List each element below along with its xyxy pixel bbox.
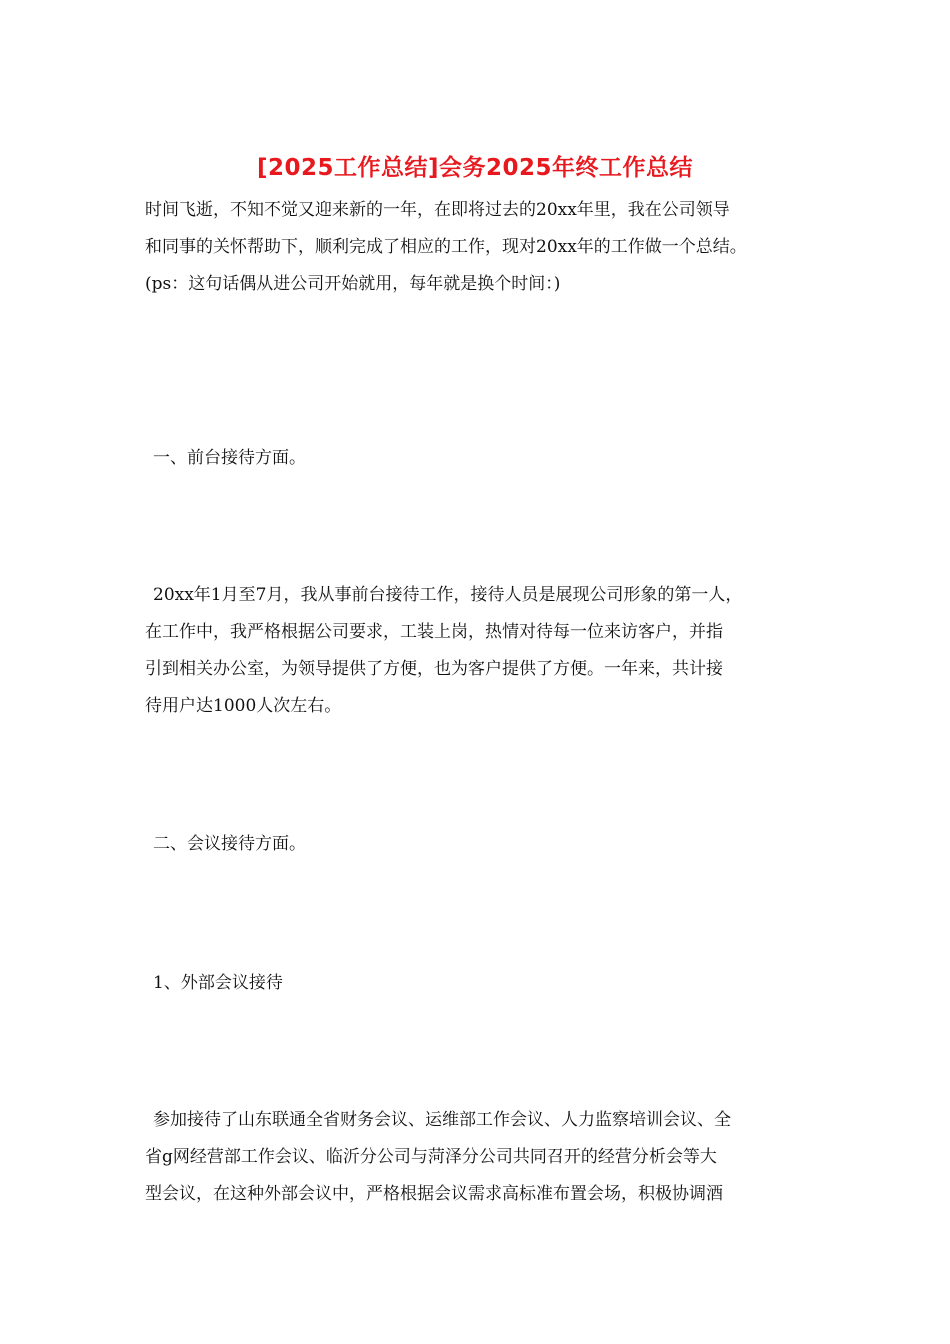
paragraph-line: 型会议，在这种外部会议中，严格根据会议需求高标准布置会场，积极协调酒 — [145, 1184, 723, 1204]
paragraph-line: 待用户达1000人次左右。 — [145, 696, 342, 716]
paragraph-line: 引到相关办公室，为领导提供了方便，也为客户提供了方便。一年来，共计接 — [145, 659, 723, 679]
paragraph-line: 时间飞逝，不知不觉又迎来新的一年，在即将过去的20xx年里，我在公司领导 — [145, 200, 730, 220]
external-meetings-paragraph — [145, 1102, 825, 1213]
paragraph-line: (ps：这句话偶从进公司开始就用，每年就是换个时间：) — [145, 274, 561, 294]
subsection-heading-external-meetings — [145, 965, 825, 1002]
paragraph-line: 在工作中，我严格根据公司要求，工装上岗，热情对待每一位来访客户，并指 — [145, 622, 723, 642]
section-heading: 一、前台接待方面。 — [153, 448, 306, 468]
paragraph-line: 20xx年1月至7月，我从事前台接待工作，接待人员是展现公司形象的第一人， — [153, 585, 743, 605]
section-heading-meetings — [145, 826, 825, 863]
document-title: [2025工作总结]会务2025年终工作总结 — [256, 155, 694, 181]
paragraph-line: 省g网经营部工作会议、临沂分公司与菏泽分公司共同召开的经营分析会等大 — [145, 1147, 717, 1167]
paragraph-line: 和同事的关怀帮助下，顺利完成了相应的工作，现对20xx年的工作做一个总结。 — [145, 237, 747, 257]
subsection-heading: 1、外部会议接待 — [153, 973, 283, 993]
paragraph-line: 参加接待了山东联通全省财务会议、运维部工作会议、人力监察培训会议、全 — [153, 1110, 731, 1130]
section-heading: 二、会议接待方面。 — [153, 834, 306, 854]
reception-paragraph — [145, 577, 825, 725]
intro-paragraph — [145, 192, 825, 303]
section-heading-reception — [145, 440, 825, 477]
